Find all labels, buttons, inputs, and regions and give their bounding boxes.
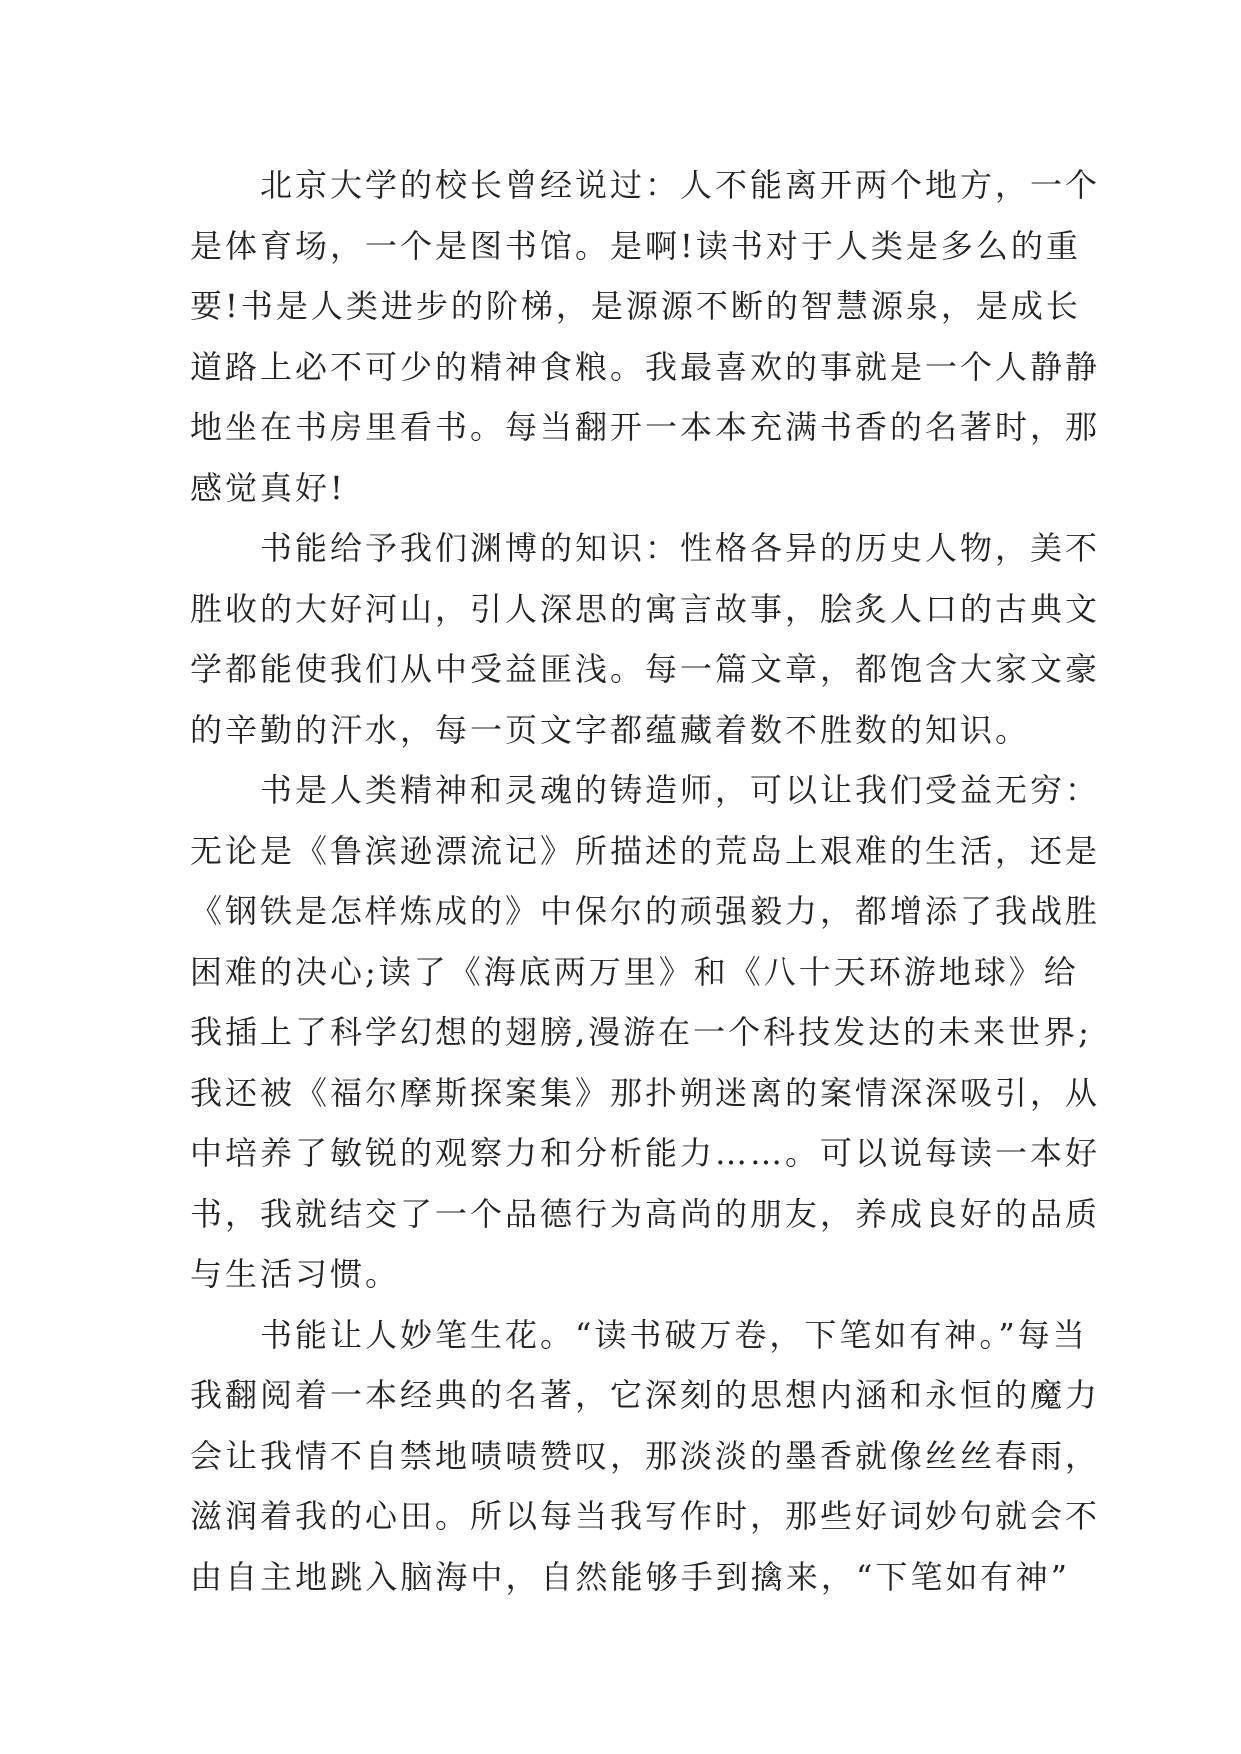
- paragraph-3-line-7: 中培养了敏锐的观察力和分析能力……。可以说每读一本好: [190, 1134, 1101, 1172]
- paragraph-4-line-1: 书能让人妙笔生花。“读书破万卷，下笔如有神。”每当: [260, 1315, 1088, 1354]
- paragraph-4-line-4: 滋润着我的心田。所以每当我写作时，那些好词妙句就会不: [190, 1497, 1101, 1535]
- paragraph-3-line-5: 我插上了科学幻想的翅膀,漫游在一个科技发达的未来世界;: [190, 1013, 1092, 1051]
- paragraph-1-line-4: 道路上必不可少的精神食粮。我最喜欢的事就是一个人静静: [190, 347, 1101, 386]
- paragraph-3-line-8: 书，我就结交了一个品德行为高尚的朋友，养成良好的品质: [190, 1194, 1101, 1233]
- paragraph-3-line-6: 我还被《福尔摩斯探案集》那扑朔迷离的案情深深吸引，从: [190, 1073, 1101, 1112]
- paragraph-4-line-2: 我翻阅着一本经典的名著，它深刻的思想内涵和永恒的魔力: [190, 1376, 1101, 1414]
- paragraph-4-line-3: 会让我情不自禁地啧啧赞叹，那淡淡的墨香就像丝丝春雨，: [190, 1436, 1101, 1475]
- paragraph-1-line-1: 北京大学的校长曾经说过：人不能离开两个地方，一个: [260, 166, 1101, 204]
- paragraph-3-line-9: 与生活习惯。: [190, 1255, 401, 1293]
- paragraph-4-line-5: 由自主地跳入脑海中，自然能够手到擒来，“下笔如有神”: [190, 1557, 1070, 1596]
- essay-body: [190, 155, 1101, 1607]
- paragraph-2-line-3: 学都能使我们从中受益匪浅。每一篇文章，都饱含大家文豪: [190, 650, 1101, 688]
- paragraph-3-line-1: 书是人类精神和灵魂的铸造师，可以让我们受益无穷：: [260, 771, 1101, 809]
- paragraph-3-line-3: 《钢铁是怎样炼成的》中保尔的顽强毅力，都增添了我战胜: [190, 892, 1101, 930]
- paragraph-1-line-2: 是体育场，一个是图书馆。是啊!读书对于人类是多么的重: [190, 226, 1081, 265]
- paragraph-1-line-3: 要!书是人类进步的阶梯，是源源不断的智慧源泉，是成长: [190, 287, 1081, 325]
- paragraph-3-line-2: 无论是《鲁滨逊漂流记》所描述的荒岛上艰难的生活，还是: [190, 831, 1101, 870]
- paragraph-3-line-4: 困难的决心;读了《海底两万里》和《八十天环游地球》给: [190, 952, 1079, 991]
- paragraph-2-line-1: 书能给予我们渊博的知识：性格各异的历史人物，美不: [260, 529, 1101, 567]
- paragraph-1-line-6: 感觉真好!: [190, 468, 346, 507]
- paragraph-2-line-4: 的辛勤的汗水，每一页文字都蕴藏着数不胜数的知识。: [190, 710, 1031, 749]
- paragraph-1-line-5: 地坐在书房里看书。每当翻开一本本充满书香的名著时，那: [190, 408, 1101, 446]
- paragraph-2-line-2: 胜收的大好河山，引人深思的寓言故事，脍炙人口的古典文: [190, 589, 1101, 628]
